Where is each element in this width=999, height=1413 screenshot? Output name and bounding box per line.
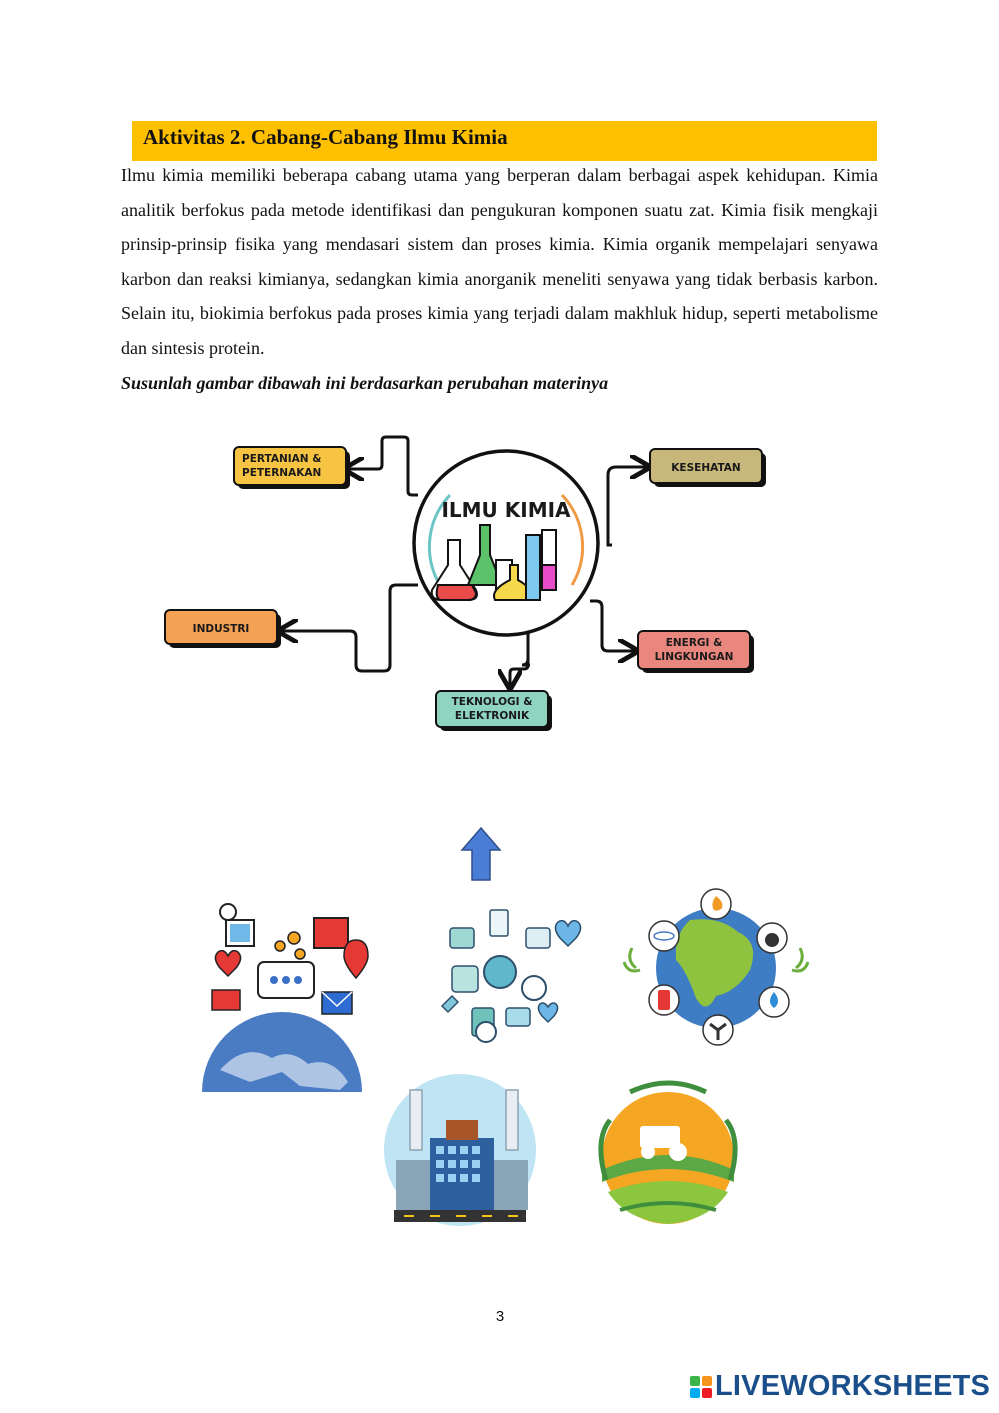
branch-industri [165,610,281,648]
energy-environment-image[interactable] [624,889,808,1045]
liveworksheets-logo-icon [690,1376,712,1398]
teknologi-label-1: TEKNOLOGI & [451,696,533,708]
health-image[interactable] [428,900,581,1044]
industri-label: INDUSTRI [192,623,250,635]
branch-energi [638,631,754,673]
branch-kesehatan [650,449,766,487]
energi-label-1: ENERGI & [665,637,723,649]
page-number: 3 [495,1308,505,1325]
intro-paragraph: Ilmu kimia memiliki beberapa cabang utama yang berperan dalam berbagai aspek kehidupan. Kimia analitik berfokus pada metode identifikasi dan pengukuran komponen suatu zat. Kimia fisik mengkaji prinsip-prinsip fisika yang mendasari sistem dan proses kimia. Kimia organik mempelajari senyawa karbon dan reaksi kimianya, sedangkan kimia anorganik meneliti senyawa yang tidak berbasis karbon. Selain itu, biokimia berfokus pada proses kimia yang terjadi dalam makhluk hidup, seperti metabolisme dan sintesis protein. [121,165,878,358]
picture-set [190,820,830,1240]
instruction-text: Susunlah gambar dibawah ini berdasarkan perubahan materinya [121,373,609,393]
liveworksheets-brand[interactable] [690,1370,990,1403]
branch-teknologi [436,691,552,731]
teknologi-label-2: ELEKTRONIK [454,710,530,722]
ilmu-kimia-center [414,451,598,635]
blue-up-arrow-icon[interactable] [462,828,500,880]
center-title: ILMU KIMIA [441,498,571,522]
brand-name: LIVEWORKSHEETS [715,1370,991,1402]
pertanian-label-1: PERTANIAN & [242,453,322,465]
kesehatan-label: KESEHATAN [671,462,741,474]
industry-image[interactable] [384,1074,536,1226]
activity-heading-text: Aktivitas 2. Cabang-Cabang Ilmu Kimia [143,125,508,149]
energi-label-2: LINGKUNGAN [654,651,734,663]
pertanian-label-2: PETERNAKAN [242,467,322,479]
branch-pertanian [234,447,350,489]
activity-heading [132,121,877,161]
chemistry-mindmap [150,425,790,735]
technology-globe-image[interactable] [202,904,368,1092]
agriculture-image[interactable] [601,1083,735,1224]
